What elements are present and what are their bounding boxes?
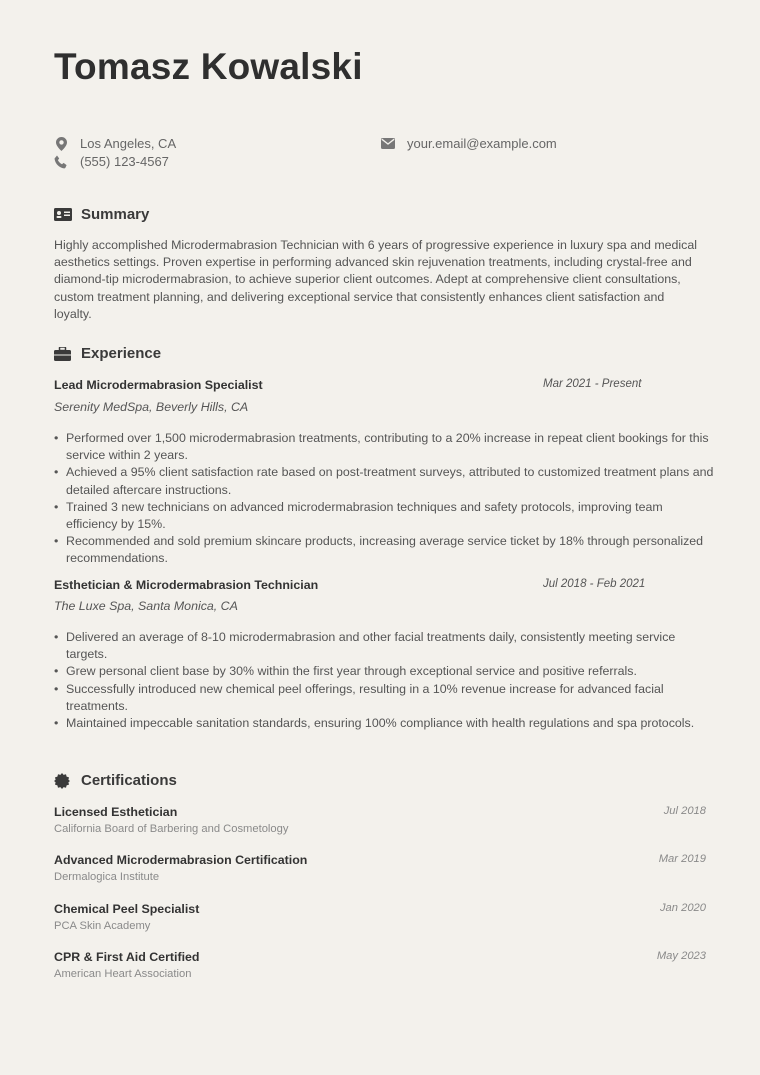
envelope-icon <box>381 137 395 151</box>
cert-org: American Heart Association <box>54 968 192 980</box>
location-text: Los Angeles, CA <box>80 136 177 151</box>
experience-heading <box>54 345 161 362</box>
job-bullet: • Delivered an average of 8-10 microdermabrasion and other facial treatments daily, consistently meeting service targets. <box>54 629 714 663</box>
job-bullet: • Performed over 1,500 microdermabrasion treatments, contributing to a 20% increase in repeat client bookings for this service within 2 years. <box>54 430 714 464</box>
email-text[interactable]: your.email@example.com <box>407 136 557 151</box>
cert-date: Mar 2019 <box>658 853 706 865</box>
cert-name: Advanced Microdermabrasion Certification <box>54 853 308 867</box>
experience-title: Experience <box>81 345 162 362</box>
candidate-name: Tomasz Kowalski <box>54 46 363 87</box>
certifications-heading <box>54 772 177 789</box>
job-bullet: • Grew personal client base by 30% within the first year through exceptional service and positive referrals. <box>54 663 714 680</box>
job-company: The Luxe Spa, Santa Monica, CA <box>54 599 238 613</box>
cert-org: California Board of Barbering and Cosmetology <box>54 823 289 835</box>
cert-date: Jan 2020 <box>659 902 706 914</box>
summary-text: Highly accomplished Microdermabrasion Technician with 6 years of progressive experience in luxury spa and medical aesthetics settings. Proven expertise in performing advanced skin rejuvenation treatments, including crystal-free and diamond-tip microdermabrasion, to achieve superior client outcomes. Adept at comprehensive client consultations, custom treatment planning, and delivering exceptional service that consistently enhances client satisfaction and loyalty. <box>54 238 698 321</box>
contact-email[interactable] <box>381 136 557 151</box>
job-bullet: • Trained 3 new technicians on advanced microdermabrasion techniques and safety protocols, improving team efficiency by 15%. <box>54 499 714 533</box>
job-date: Mar 2021 - Present <box>543 378 642 390</box>
cert-name: Chemical Peel Specialist <box>54 902 200 916</box>
contact-phone <box>54 154 169 169</box>
job-bullets <box>54 629 714 732</box>
summary-title: Summary <box>81 206 150 223</box>
map-pin-icon <box>54 137 68 151</box>
job-title: Lead Microdermabrasion Specialist <box>54 378 263 392</box>
certifications-title: Certifications <box>81 772 177 789</box>
job-bullet: • Achieved a 95% client satisfaction rate based on post-treatment surveys, attributed to customized treatment plans and detailed aftercare instructions. <box>54 464 714 498</box>
phone-icon <box>54 155 68 169</box>
cert-org: PCA Skin Academy <box>54 920 151 932</box>
badge-icon <box>54 773 72 789</box>
job-title: Esthetician & Microdermabrasion Technician <box>54 578 319 592</box>
job-bullet: • Maintained impeccable sanitation standards, ensuring 100% compliance with health regulations and spa protocols. <box>54 715 714 732</box>
job-bullet: • Recommended and sold premium skincare products, increasing average service ticket by 18% through personalized recommendations. <box>54 533 714 567</box>
summary-heading <box>54 206 149 223</box>
job-company: Serenity MedSpa, Beverly Hills, CA <box>54 400 249 414</box>
job-bullet: • Successfully introduced new chemical peel offerings, resulting in a 10% revenue increase for advanced facial treatments. <box>54 681 714 715</box>
cert-date: May 2023 <box>656 950 706 962</box>
briefcase-icon <box>54 346 72 362</box>
job-date: Jul 2018 - Feb 2021 <box>543 578 646 590</box>
id-card-icon <box>54 207 72 223</box>
phone-text: (555) 123-4567 <box>80 154 169 169</box>
cert-name: Licensed Esthetician <box>54 805 178 819</box>
cert-org: Dermalogica Institute <box>54 871 160 883</box>
job-bullets <box>54 430 714 568</box>
contact-location <box>54 136 176 151</box>
cert-name: CPR & First Aid Certified <box>54 950 200 964</box>
cert-date: Jul 2018 <box>663 805 706 817</box>
